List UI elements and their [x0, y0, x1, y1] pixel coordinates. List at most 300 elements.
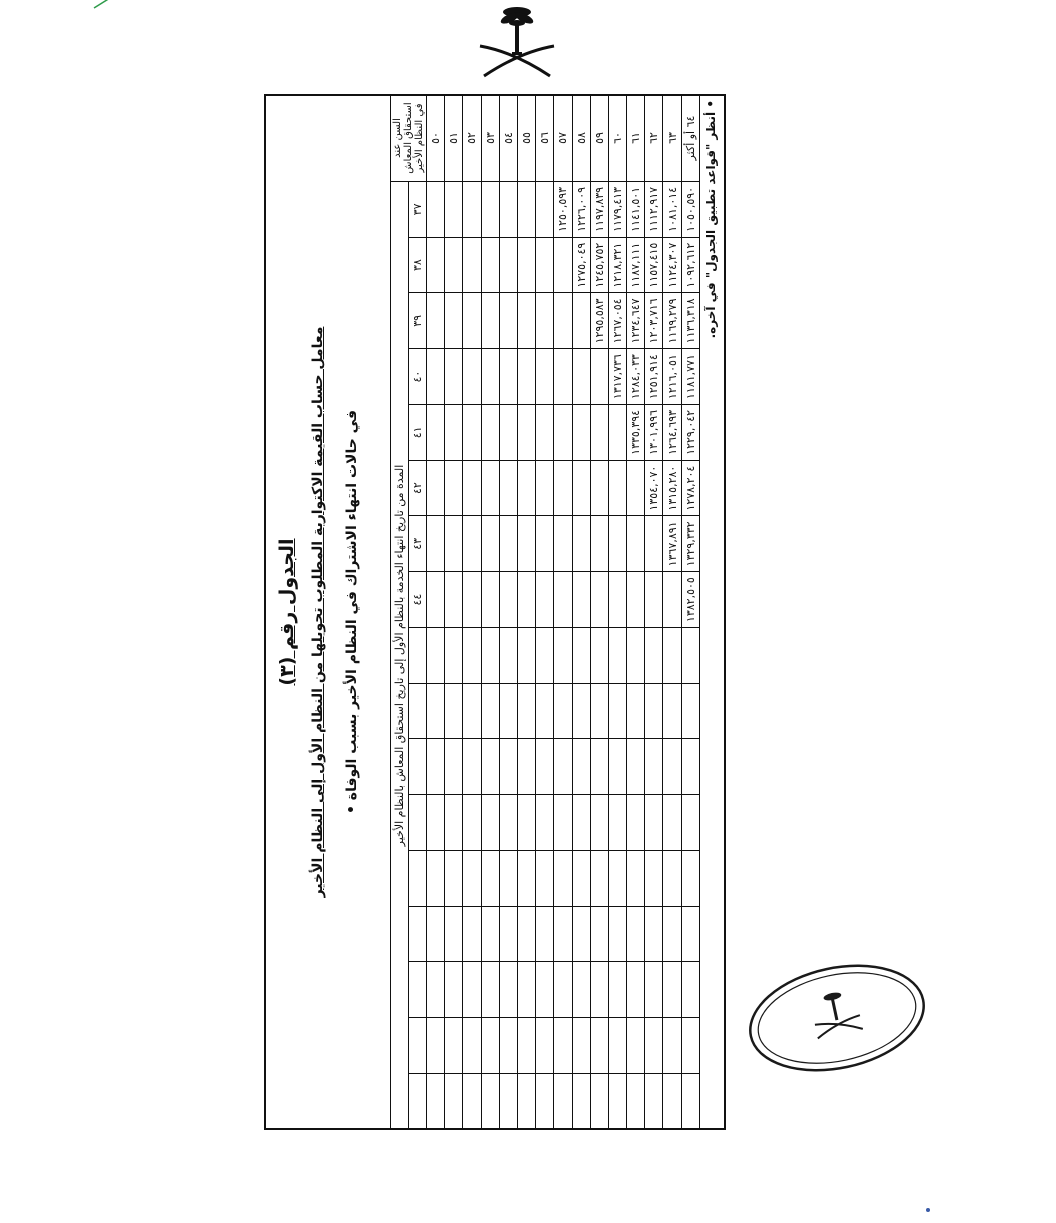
- value-cell: ١٢٤٥,٧٥٢: [590, 237, 608, 293]
- value-cell: [427, 182, 445, 238]
- value-cell: [608, 405, 626, 461]
- value-cell: [536, 851, 554, 907]
- period-column-header: [409, 851, 427, 907]
- value-cell: [681, 1018, 699, 1074]
- value-cell: [445, 349, 463, 405]
- value-cell: [608, 628, 626, 684]
- value-cell: ١٠٩٢,٦١٢: [681, 237, 699, 293]
- value-cell: [463, 460, 481, 516]
- value-cell: [427, 1018, 445, 1074]
- value-cell: [463, 739, 481, 795]
- period-column-header: [409, 739, 427, 795]
- table-row: [572, 95, 590, 1130]
- value-cell: [554, 683, 572, 739]
- table-title: الجدول رقم (٣): [276, 538, 298, 686]
- value-cell: [481, 460, 499, 516]
- value-cell: [499, 962, 517, 1018]
- value-cell: [608, 1018, 626, 1074]
- value-cell: [663, 851, 681, 907]
- value-cell: ١١٨١,٧٧١: [681, 349, 699, 405]
- value-cell: [536, 237, 554, 293]
- value-cell: ١٢٧٨,٢٠٤: [681, 460, 699, 516]
- value-cell: [481, 182, 499, 238]
- value-cell: [590, 906, 608, 962]
- value-cell: [445, 572, 463, 628]
- value-cell: [445, 906, 463, 962]
- age-header: السن عند استحقاق المعاش في النظام الأخير: [391, 95, 427, 182]
- value-cell: ١٣١٧,٧٣٦: [608, 349, 626, 405]
- value-cell: ١٢٩٥,٥٨٣: [590, 293, 608, 349]
- value-cell: [499, 1074, 517, 1130]
- value-cell: [463, 683, 481, 739]
- value-cell: [481, 739, 499, 795]
- value-cell: [627, 516, 645, 572]
- official-seal: [742, 960, 932, 1076]
- value-cell: [517, 1074, 535, 1130]
- value-cell: [572, 1074, 590, 1130]
- value-cell: [536, 293, 554, 349]
- value-cell: ١٢٣٤,٦٤٧: [627, 293, 645, 349]
- value-cell: [554, 1074, 572, 1130]
- value-cell: [427, 237, 445, 293]
- value-cell: [590, 683, 608, 739]
- palm-swords-emblem-icon: [474, 2, 560, 82]
- value-cell: [536, 516, 554, 572]
- value-cell: ١١٧٩,٤١٣: [608, 182, 626, 238]
- value-cell: [554, 962, 572, 1018]
- footnote: • أنظر "قواعد تطبيق الجدول" في آخره.: [704, 100, 718, 339]
- period-column-header: ٤١: [409, 405, 427, 461]
- table-row: [445, 95, 463, 1130]
- coefficient-table: [390, 94, 700, 1130]
- value-cell: [463, 906, 481, 962]
- value-cell: [572, 851, 590, 907]
- value-cell: [681, 1074, 699, 1130]
- value-cell: [608, 962, 626, 1018]
- table-row: [681, 95, 699, 1130]
- value-cell: [536, 460, 554, 516]
- value-cell: [427, 460, 445, 516]
- value-cell: [517, 460, 535, 516]
- value-cell: [517, 182, 535, 238]
- value-cell: ١٣٥٤,٠٧٠: [645, 460, 663, 516]
- value-cell: [445, 405, 463, 461]
- age-cell: ٥١: [445, 95, 463, 182]
- age-cell: ٥٩: [590, 95, 608, 182]
- value-cell: [499, 572, 517, 628]
- value-cell: [572, 516, 590, 572]
- value-cell: [681, 851, 699, 907]
- value-cell: [517, 739, 535, 795]
- value-cell: [645, 795, 663, 851]
- value-cell: [536, 572, 554, 628]
- value-cell: ١٢٥١,٩١٤: [645, 349, 663, 405]
- age-cell: ٥٤: [499, 95, 517, 182]
- value-cell: [517, 572, 535, 628]
- value-cell: [427, 1074, 445, 1130]
- value-cell: [499, 851, 517, 907]
- value-cell: [427, 683, 445, 739]
- value-cell: [445, 293, 463, 349]
- value-cell: [463, 405, 481, 461]
- value-cell: [608, 683, 626, 739]
- age-cell: ٦٤ أو أكثر: [681, 95, 699, 182]
- value-cell: [554, 906, 572, 962]
- value-cell: [481, 516, 499, 572]
- value-cell: [517, 293, 535, 349]
- value-cell: [554, 739, 572, 795]
- value-cell: [554, 349, 572, 405]
- value-cell: [536, 1074, 554, 1130]
- period-column-header: [409, 795, 427, 851]
- table-row: [645, 95, 663, 1130]
- value-cell: [681, 795, 699, 851]
- value-cell: [445, 182, 463, 238]
- value-cell: [427, 851, 445, 907]
- value-cell: [554, 237, 572, 293]
- value-cell: [572, 349, 590, 405]
- value-cell: [590, 1018, 608, 1074]
- value-cell: [427, 572, 445, 628]
- value-cell: [590, 739, 608, 795]
- value-cell: ١٣٠١,٩٩٦: [645, 405, 663, 461]
- table-subtitle: معامل حساب القيمة الاكتوارية المطلوب تحويلها من النظام الأول إلى النظام الأخير: [310, 326, 326, 898]
- value-cell: [427, 293, 445, 349]
- value-cell: [463, 182, 481, 238]
- value-cell: [463, 516, 481, 572]
- header-row-2: [409, 95, 427, 1130]
- value-cell: [517, 349, 535, 405]
- table-row: [499, 95, 517, 1130]
- value-cell: [554, 572, 572, 628]
- value-cell: [463, 572, 481, 628]
- value-cell: [463, 628, 481, 684]
- value-cell: [645, 516, 663, 572]
- value-cell: [645, 906, 663, 962]
- value-cell: [536, 349, 554, 405]
- value-cell: [499, 237, 517, 293]
- value-cell: ١٢٢٩,٠٤٢: [681, 405, 699, 461]
- page-dot-mark-icon: [924, 1206, 932, 1214]
- value-cell: [536, 683, 554, 739]
- value-cell: [481, 906, 499, 962]
- age-cell: ٥٣: [481, 95, 499, 182]
- value-cell: [445, 1018, 463, 1074]
- value-cell: [572, 460, 590, 516]
- value-cell: [445, 962, 463, 1018]
- value-cell: [663, 906, 681, 962]
- age-cell: ٦٢: [645, 95, 663, 182]
- value-cell: [681, 962, 699, 1018]
- value-cell: ١٢٥٠,٥٩٣: [554, 182, 572, 238]
- value-cell: [608, 851, 626, 907]
- value-cell: [590, 628, 608, 684]
- value-cell: [499, 405, 517, 461]
- value-cell: ١١٥٧,٤١٥: [645, 237, 663, 293]
- value-cell: [445, 628, 463, 684]
- value-cell: [590, 795, 608, 851]
- value-cell: [681, 906, 699, 962]
- value-cell: [463, 349, 481, 405]
- value-cell: [463, 962, 481, 1018]
- value-cell: [499, 182, 517, 238]
- value-cell: ١٣٨٢,٥٠٥: [681, 572, 699, 628]
- value-cell: [517, 906, 535, 962]
- period-column-header: ٤٢: [409, 460, 427, 516]
- value-cell: [645, 628, 663, 684]
- value-cell: [481, 572, 499, 628]
- value-cell: [590, 572, 608, 628]
- value-cell: [445, 460, 463, 516]
- value-cell: [627, 628, 645, 684]
- table-row: [663, 95, 681, 1130]
- value-cell: [481, 962, 499, 1018]
- value-cell: [572, 962, 590, 1018]
- value-cell: [499, 293, 517, 349]
- value-cell: [681, 628, 699, 684]
- value-cell: [481, 1074, 499, 1130]
- period-column-header: [409, 962, 427, 1018]
- value-cell: [627, 1018, 645, 1074]
- value-cell: [481, 237, 499, 293]
- value-cell: [536, 182, 554, 238]
- value-cell: [536, 962, 554, 1018]
- value-cell: ١٢٨٤,٠٣٣: [627, 349, 645, 405]
- period-column-header: [409, 1074, 427, 1130]
- value-cell: ١١٤١,٥٠١: [627, 182, 645, 238]
- value-cell: [590, 349, 608, 405]
- value-cell: [499, 906, 517, 962]
- table-row: [590, 95, 608, 1130]
- value-cell: ١٣٣٥,٣٩٤: [627, 405, 645, 461]
- period-column-header: ٣٧: [409, 182, 427, 238]
- period-column-header: ٤٤: [409, 572, 427, 628]
- value-cell: [608, 795, 626, 851]
- value-cell: [536, 628, 554, 684]
- value-cell: [481, 349, 499, 405]
- value-cell: [663, 572, 681, 628]
- value-cell: [554, 516, 572, 572]
- value-cell: [536, 405, 554, 461]
- value-cell: [427, 795, 445, 851]
- corner-pen-mark-icon: [92, 0, 112, 10]
- value-cell: ١٢١٨,٣٢١: [608, 237, 626, 293]
- table-row: [481, 95, 499, 1130]
- value-cell: ١٢٦٤,٦٩٣: [663, 405, 681, 461]
- value-cell: [427, 628, 445, 684]
- period-column-header: ٤٣: [409, 516, 427, 572]
- value-cell: [445, 237, 463, 293]
- value-cell: [445, 683, 463, 739]
- table-row: [536, 95, 554, 1130]
- value-cell: ١١٦٩,٢٧٩: [663, 293, 681, 349]
- value-cell: ١٢٦٧,٠٥٤: [608, 293, 626, 349]
- header-row-1: [391, 95, 409, 1130]
- table-condition: في حالات انتهاء الاشتراك في النظام الأخير بسبب الوفاة •: [344, 410, 360, 815]
- value-cell: [608, 460, 626, 516]
- value-cell: [590, 851, 608, 907]
- value-cell: [627, 1074, 645, 1130]
- value-cell: [554, 851, 572, 907]
- value-cell: [445, 516, 463, 572]
- value-cell: [627, 906, 645, 962]
- value-cell: [517, 851, 535, 907]
- value-cell: [554, 405, 572, 461]
- value-cell: [663, 628, 681, 684]
- value-cell: ١٢٧٥,٠٤٩: [572, 237, 590, 293]
- value-cell: [463, 851, 481, 907]
- table-row: [627, 95, 645, 1130]
- period-header: المدة من تاريخ انتهاء الخدمة بالنظام الأول إلى تاريخ استحقاق المعاش بالنظام الأخير: [391, 182, 409, 1130]
- value-cell: [481, 628, 499, 684]
- value-cell: [536, 739, 554, 795]
- value-cell: [517, 516, 535, 572]
- value-cell: ١٣١٥,٢٨٠: [663, 460, 681, 516]
- value-cell: [627, 851, 645, 907]
- value-cell: ١٣٦٧,٨٩١: [663, 516, 681, 572]
- value-cell: [536, 1018, 554, 1074]
- value-cell: [554, 628, 572, 684]
- table-row: [427, 95, 445, 1130]
- value-cell: [645, 1074, 663, 1130]
- value-cell: ١٢٠٣,٧١٦: [645, 293, 663, 349]
- table-row: [554, 95, 572, 1130]
- value-cell: [608, 1074, 626, 1130]
- age-cell: ٦٣: [663, 95, 681, 182]
- value-cell: [590, 962, 608, 1018]
- age-cell: ٥٥: [517, 95, 535, 182]
- value-cell: [481, 1018, 499, 1074]
- value-cell: [572, 405, 590, 461]
- value-cell: [517, 962, 535, 1018]
- value-cell: [627, 572, 645, 628]
- value-cell: [572, 906, 590, 962]
- value-cell: ١١٨٧,١١١: [627, 237, 645, 293]
- period-column-header: [409, 628, 427, 684]
- value-cell: [499, 683, 517, 739]
- value-cell: [590, 405, 608, 461]
- value-cell: [499, 628, 517, 684]
- value-cell: [627, 795, 645, 851]
- value-cell: [663, 962, 681, 1018]
- value-cell: [645, 739, 663, 795]
- value-cell: [554, 460, 572, 516]
- value-cell: [554, 1018, 572, 1074]
- value-cell: [481, 795, 499, 851]
- value-cell: [645, 1018, 663, 1074]
- value-cell: [572, 795, 590, 851]
- value-cell: [572, 293, 590, 349]
- value-cell: [536, 795, 554, 851]
- value-cell: [663, 795, 681, 851]
- value-cell: [481, 405, 499, 461]
- value-cell: [481, 683, 499, 739]
- value-cell: [463, 1074, 481, 1130]
- value-cell: [572, 628, 590, 684]
- value-cell: ١٠٥٠,٥٩٠: [681, 182, 699, 238]
- value-cell: [590, 1074, 608, 1130]
- period-column-header: [409, 683, 427, 739]
- value-cell: [427, 906, 445, 962]
- value-cell: [517, 628, 535, 684]
- age-cell: ٦١: [627, 95, 645, 182]
- value-cell: [572, 739, 590, 795]
- period-column-header: [409, 1018, 427, 1074]
- age-cell: ٥٦: [536, 95, 554, 182]
- value-cell: [627, 683, 645, 739]
- value-cell: ١١٩٧,٨٣٩: [590, 182, 608, 238]
- value-cell: [645, 851, 663, 907]
- value-cell: ١٢١٦,٠٥١: [663, 349, 681, 405]
- value-cell: [445, 1074, 463, 1130]
- value-cell: ١١١٢,٩١٧: [645, 182, 663, 238]
- value-cell: [681, 683, 699, 739]
- value-cell: [427, 405, 445, 461]
- value-cell: [481, 293, 499, 349]
- value-cell: [517, 405, 535, 461]
- value-cell: [499, 516, 517, 572]
- value-cell: [427, 516, 445, 572]
- table-row: [517, 95, 535, 1130]
- value-cell: [645, 962, 663, 1018]
- value-cell: [627, 460, 645, 516]
- value-cell: [427, 962, 445, 1018]
- value-cell: [463, 293, 481, 349]
- value-cell: [463, 237, 481, 293]
- age-cell: ٥٠: [427, 95, 445, 182]
- value-cell: [445, 851, 463, 907]
- age-cell: ٥٢: [463, 95, 481, 182]
- value-cell: [427, 349, 445, 405]
- value-cell: [681, 739, 699, 795]
- value-cell: ١١٢٤,٣٠٧: [663, 237, 681, 293]
- value-cell: [463, 795, 481, 851]
- value-cell: [517, 795, 535, 851]
- value-cell: [517, 683, 535, 739]
- value-cell: [663, 683, 681, 739]
- value-cell: [445, 739, 463, 795]
- rotated-document-page: [264, 94, 726, 1130]
- value-cell: [499, 739, 517, 795]
- age-cell: ٦٠: [608, 95, 626, 182]
- value-cell: [499, 795, 517, 851]
- value-cell: [608, 516, 626, 572]
- value-cell: [517, 237, 535, 293]
- age-cell: ٥٧: [554, 95, 572, 182]
- period-column-header: ٣٩: [409, 293, 427, 349]
- value-cell: [663, 739, 681, 795]
- value-cell: [499, 460, 517, 516]
- value-cell: [627, 739, 645, 795]
- value-cell: ١١٣٦,٣١٨: [681, 293, 699, 349]
- age-cell: ٥٨: [572, 95, 590, 182]
- value-cell: [481, 851, 499, 907]
- value-cell: [445, 795, 463, 851]
- value-cell: [608, 739, 626, 795]
- value-cell: [499, 1018, 517, 1074]
- value-cell: [590, 516, 608, 572]
- value-cell: [427, 739, 445, 795]
- value-cell: [517, 1018, 535, 1074]
- value-cell: [572, 1018, 590, 1074]
- period-column-header: [409, 906, 427, 962]
- value-cell: [554, 293, 572, 349]
- value-cell: ١٢٢٦,٠٠٩: [572, 182, 590, 238]
- table-row: [463, 95, 481, 1130]
- value-cell: ١٠٨١,٠١٤: [663, 182, 681, 238]
- value-cell: [572, 572, 590, 628]
- value-cell: [463, 1018, 481, 1074]
